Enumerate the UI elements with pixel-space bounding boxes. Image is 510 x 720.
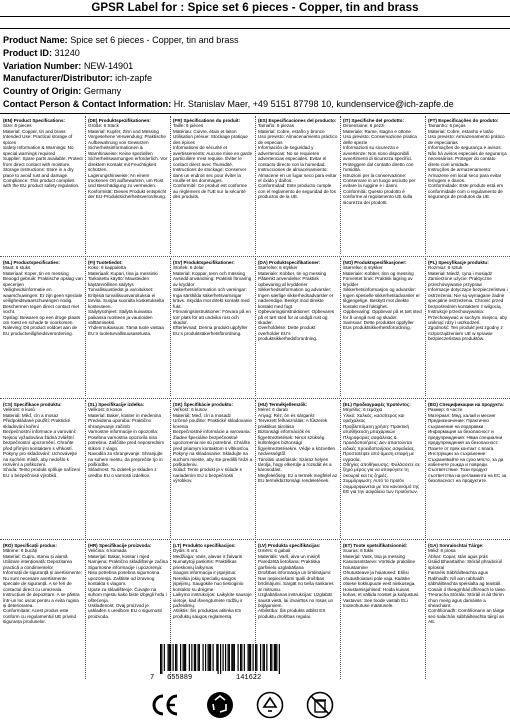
translation-heading: (EL) Προδιαγραφές προϊόντος: — [343, 402, 411, 407]
translation-heading: (BG) Спецификации на продукта: — [428, 402, 505, 407]
barcode-bar — [231, 644, 232, 671]
translation-heading: (NL) Productspecificaties: — [3, 260, 60, 265]
translation-cell — [85, 116, 170, 254]
barcode-bar — [279, 644, 280, 674]
translation-heading: (NO) Produktspesifikasjoner: — [343, 260, 407, 265]
translation-body: Mărime: 6 bucăți Material: Cupru, staniu și alamă Utilizare intenționată: Depozitarea practică a condimentelor Informații de siguranță și avertismente: Nu sunt necesare avertismente speciale de siguranță. A se feri de contactul direct cu umezeala. Instrucțiuni de depozitare: A se păstra într-un loc uscat pentru a evita rugina și deteriorarea. Conformitate: Acest produs este conform cu regulamentul UE privind siguranța produselor. — [3, 548, 82, 625]
barcode-bar — [191, 644, 192, 671]
barcode-bar — [250, 644, 251, 671]
translation-cell — [340, 400, 425, 538]
barcode — [150, 644, 292, 680]
translation-cell — [0, 541, 85, 679]
column-divider — [85, 400, 86, 538]
product-name-row: Product Name: Spice set 6 pieces - Copper, tin and brass — [3, 35, 239, 45]
translation-row — [0, 400, 510, 538]
translation-body: Größe: 6 Stück Material: Kupfer, Zinn und Messing Vorgesehene Verwendung: Praktische Aufbewahrung von Gewürzen Sicherheitsinformationen & Warnhinweise: Keine speziellen Sicherheitswarnungen erforderlich. Vor direktem Kontakt mit Feuchtigkeit schützen. Lagerungshinweise: An einem trockenen Ort aufbewahren, um Rost und Beschädigung zu vermeiden. Konformität: Dieses Produkt entspricht der EU-Produktsicherheitsverordnung. — [88, 123, 168, 200]
translation-heading: (SV) Produktspecifikationer: — [173, 260, 235, 265]
product-id-row: Product ID: 31240 — [3, 47, 80, 58]
translation-cell — [425, 258, 510, 396]
barcode-bar — [229, 644, 230, 671]
translation-cell — [425, 400, 510, 538]
row-divider — [0, 256, 510, 257]
column-divider — [255, 400, 256, 538]
translation-cell — [170, 400, 255, 538]
barcode-bar — [253, 644, 254, 671]
column-divider — [255, 258, 256, 396]
translation-heading: (FR) Spécifications du produit: — [173, 118, 241, 123]
translation-body: Suurus: 6 tükki Materjal: Vask, tina ja messing Kasutusotstarve: Vürtside praktiline hoiustamine Ohutusteave ja hoiatused: Erilisi ohutushoiatusi pole vaja. Kaitske otsese kokkupuute eest niiskusega. Hoiustamisjuhised: Hoida kuivas kohas, et vältida roostet ja kahjustusi. Vastavus: See toode vastab ELi tooteohutuse määrusele. — [343, 548, 420, 608]
no-dispose-icon — [306, 691, 334, 719]
barcode-bar — [274, 644, 275, 671]
translation-body: Dydis: 6 vnt. Medžiaga: Varis, alavas ir žalvaris Numatytoji paskirtis: Praktiškas prieskonių laikymas Saugos informacija ir įspėjimai: Nereikia jokių specialių saugos įspėjimų. Saugokite nuo tiesioginio kontakto su drėgme. Laikymo instrukcijos: Laikykite sausoje vietoje, kad išvengtumėte rūdžių ir pažeidimų. Atitiktis: Šis produktas atitinka ES produktų saugos reglamentą. — [173, 548, 252, 619]
barcode-bar — [228, 644, 229, 671]
barcode-bar — [223, 644, 224, 671]
translation-heading: (ET) Toote spetsifikatsioonid: — [343, 543, 408, 548]
translation-heading: (DA) Produktspecifikationer: — [258, 260, 321, 265]
translation-body: Taille: 6 pièces Matériau: Cuivre, étain et laiton Utilisation prévue: Stockage pratique des épices Informations de sécurité et avertissements: Aucune mise en garde particulière n'est requise. Éviter le contact direct avec l'humidité. Instructions de stockage: Conserver dans un endroit sec pour éviter la rouille et les dommages. Conformité: Ce produit est conforme au règlement de l'UE sur la sécurité des produits. — [173, 123, 253, 200]
barcode-bar — [189, 644, 190, 671]
barcode-bar — [185, 644, 186, 671]
translation-cell — [255, 400, 340, 538]
column-divider — [340, 116, 341, 254]
barcode-bar — [213, 644, 214, 671]
translation-body: Størrelse: 6 stykker Materiale: Kobber, tinn og messing Forventet bruk: Praktisk lagring av krydder Sikkerhetsinformasjon og advarsler: Ingen spesielle sikkerhetsadvarsler er tilgjengelige. Beskytt mot direkte kontakt med fuktighet. Oppbevaring: Oppbevar på et tørt sted for å unngå rust og skader. Samsvar: Dette produktet oppfyller EUs produktsikkerhetsforordning. — [343, 265, 422, 331]
product-info — [3, 34, 508, 111]
barcode-bar — [256, 644, 257, 671]
barcode-bar — [264, 644, 265, 671]
barcode-bar — [244, 644, 245, 671]
translation-body: Dimensione: 6 pezzi Materiale: Rame, stagno e ottone Uso previsto: Conservazione pratica delle spezie Informazioni su sicurezza e avvertenze: Non sono disponibili avvertimenti di sicurezza specifici. Proteggere dal contatto diretto con l'umidità. Istruzioni per la conservazione: Conservare in un luogo asciutto per evitare la ruggine e i danni. Conformità: Questo prodotto è conforme al regolamento UE sulla sicurezza dei prodotti. — [343, 123, 417, 205]
barcode-bar — [276, 644, 277, 671]
translation-body: Tamaño: 6 piezas Material: Cobre, estaño y bronce Uso previsto: Almacenamiento práctico de especias Información de seguridad y advertencias: No se requieren advertencias especiales. Evitar el contacto directo con la humedad. Instrucciones de almacenamiento: Almacene en un lugar seco para evitar el óxido y daños. Conformidad: Este producto cumple con el reglamento de seguridad de los productos de la UE. — [258, 123, 338, 200]
barcode-bar — [199, 644, 200, 671]
translation-heading: (IT) Specifiche del prodotto: — [343, 118, 404, 123]
barcode-bar — [168, 644, 169, 671]
divider — [0, 16, 510, 17]
barcode-bar — [205, 644, 206, 671]
translation-cell — [425, 541, 510, 679]
barcode-bar — [183, 644, 184, 671]
barcode-bar — [255, 644, 256, 671]
translation-body: Koko: 6 kappaletta Materiaali: Kupari, tina ja messinki Tarkoitettu käyttö: Mausteiden käytännöllinen säilytys Turvallisuustiedot ja varoitukset: Erityisiä turvallisuusvaroituksia ei tarvita. Suojaa suoralta kosketukselta kosteuteen. Säilytysohjeet: Säilytä kuivassa paikassa ruosteen ja vaurioiden välttämiseksi. Yhdenmukaisuus: Tämä tuote vastaa EU:n tuoteturvallisuusasetusta. — [88, 265, 165, 336]
barcode-bar — [161, 644, 162, 674]
translation-cell — [85, 258, 170, 396]
translation-cell — [340, 116, 425, 254]
barcode-bar — [173, 644, 174, 671]
mobius-loop-icon — [256, 691, 284, 719]
translation-body: Størrelse: 6 stykker Materiale: Kobber, tin og messing Påtænkt anvendelse: Praktisk opbevaring af krydderier Sikkerhedsinformation og advarsler: Ingen særlige sikkerhedsadvarsler er nødvendige. Beskyt mod direkte kontakt med fugt. Opbevaringsinstruktioner: Opbevares på et tørt sted for at undgå rust og skader. Overholdelse: Dette produkt overholder EU's produktsikkerhedsforordning. — [258, 265, 335, 342]
translation-body: Velikost: 6 kusů Materiál: Měď, cín a mosaz Předpokládané použití: Praktické skladování koření Bezpečnostní informace a varování: Nejsou vyžadována žádná zvláštní bezpečnostní upozornění. Chraňte před přímým kontaktem s vlhkostí. Pokyny pro skladování: Uchovávejte na suchém místě, aby nedošlo k rezivění a poškození. Shoda: Tento produkt splňuje nařízení EU o bezpečnosti výrobků. — [3, 407, 81, 478]
translation-cell — [255, 258, 340, 396]
barcode-bar — [270, 644, 271, 671]
barcode-bar — [225, 644, 226, 671]
translation-body: Storlek: 6 delar Material: Koppar, tenn och mässing Avsedd användning: Praktisk förvaring av kryddor Säkerhetsinformation och varningar: Inga särskilda säkerhetsvarningar krävs. Skydda mot direkt kontakt med fukt. Förvaringsinstruktioner: Förvara på en torr plats för att undvika rost och skador. Efterlevnad: Denna produkt uppfyller EU:s produktsäkerhetsförordning. — [173, 265, 252, 336]
row-divider — [0, 539, 510, 540]
translation-body: Veľkosť: 6 kusov Materiál: Meď, cín a mosadz Určené použitie: Praktické skladovanie korenia Bezpečnostné informácie a varovania: Žiadne špeciálne bezpečnostné upozornenia nie sú potrebné. Chráňte pred priamym kontaktom s vlhkosťou. Pokyny na skladovanie: Skladujte na suchom mieste, aby ste predišli hrdzi a poškodeniu. Súlad: Tento produkt je v súlade s nariadením EÚ o bezpečnosti výrobkov. — [173, 407, 253, 484]
barcode-bar — [184, 644, 185, 671]
barcode-bar — [175, 644, 176, 671]
translation-body: Maat: 6 stuks Materiaal: Koper, tin en messing Beoogd gebruik: Praktische opslag van specerijen Veiligheidsinformatie en waarschuwingen: Er zijn geen speciale veiligheidswaarschuwingen nodig. Beschermen tegen direct contact met vocht. Opslag: Bewaren op een droge plaats om roest en schade te voorkomen. Naleving: Dit product voldoet aan de EU productveiligheidsverordening. — [3, 265, 83, 336]
contact-row: Contact Person & Contact Information: Hr. Stanislav Maer, +49 5151 87798 10, kundenservice@ich-zapfe.de — [3, 98, 454, 109]
translation-body: Μέγεθος: 6 τεμάχια Υλικό: Χαλκός, κασσίτερος και ορείχαλκος Προβλεπόμενη χρήση: Πρακτική αποθήκευση μπαχαρικών Πληροφορίες ασφάλειας & προειδοποιήσεις: Δεν απαιτούνται ειδικές προειδοποιήσεις ασφαλείας. Προστατέψτε από άμεση επαφή με υγρασία. Οδηγίες αποθήκευσης: Φυλάσσετε σε ξηρό μέρος για να αποφύγετε τη σκουριά και τις ζημιές. Συμμόρφωση: Αυτό το προϊόν συμμορφώνεται με τον κανονισμό της ΕΕ για την ασφάλεια των προϊόντων. — [343, 407, 420, 495]
translation-heading: (PT) Especificações do produto: — [428, 118, 499, 123]
translation-heading: (HU) Termékjellemzők: — [258, 402, 308, 407]
label-title: GPSR Label for : Spice set 6 pieces - Copper, tin and brass — [91, 2, 419, 14]
column-divider — [425, 116, 426, 254]
translation-body: Размер: 6 части Материал: Мед, калай и месинг Предназначение: Практично съхранение на подправки Информация за безопасност и предупреждения: Няма специални предупреждения за безопасност. Пазете от пряк контакт с влага. Инструкции за съхранение: Съхранявайте на сухо място, за да избегнете ръжда и повреди. Съответствие: Този продукт съответства на регламента на ЕС за безопасност на продуктите. — [428, 407, 507, 484]
barcode-bar — [170, 644, 171, 671]
translation-cell — [255, 116, 340, 254]
translation-heading: (ES) Especificaciones del producto: — [258, 118, 337, 123]
barcode-bar — [176, 644, 177, 671]
column-divider — [85, 541, 86, 679]
column-divider — [170, 116, 171, 254]
barcode-bar — [241, 644, 242, 671]
barcode-bar — [198, 644, 199, 671]
translation-cell — [85, 400, 170, 538]
translation-heading: (LV) Produkta specifikācijas: — [258, 543, 321, 548]
translation-cell — [425, 116, 510, 254]
column-divider — [170, 400, 171, 538]
translation-cell — [170, 116, 255, 254]
barcode-bar — [234, 644, 235, 671]
barcode-bar — [248, 644, 249, 671]
barcode-bar — [249, 644, 250, 671]
barcode-bar — [203, 644, 204, 671]
column-divider — [340, 400, 341, 538]
translation-body: Tamanho: 6 peças Material: Cobre, estanho e latão Uso previsto: Armazenamento prático de especiarias Informações de segurança e avisos: Não há avisos especiais de segurança necessários. Proteger do contato direto com umidade. Instruções de armazenamento: Armazene em local seco para evitar ferrugem e danos. Conformidade: Este produto está em conformidade com o regulamento de segurança de produtos da UE. — [428, 123, 507, 200]
translation-heading: (GA) Sonraíochtaí Táirge: — [428, 543, 484, 548]
barcode-bar — [240, 644, 241, 671]
barcode-bar — [164, 644, 165, 671]
barcode-bar — [210, 644, 211, 671]
column-divider — [255, 116, 256, 254]
barcode-bar — [218, 644, 219, 674]
translation-row — [0, 258, 510, 396]
divider — [0, 28, 510, 29]
compliance-icons — [0, 690, 510, 720]
translation-heading: (DE) Produktspezifikationen: — [88, 118, 151, 123]
column-divider — [425, 541, 426, 679]
translation-body: Velikost: 6 kosov Material: Baker, kositer in medenina Predvidena uporaba: Praktično shranjevanje začimb Varnostne informacije in opozorila: Posebna varnostna opozorila niso potrebna. Zaščitite pred neposrednim stikom z vlago. Navodila za shranjevanje: Shranjujte na suhem mestu, da preprečite rjo in poškodbe. Skladnost: Ta izdelek je skladen z uredbo EU o varnosti izdelkov. — [88, 407, 165, 478]
divider — [0, 113, 510, 114]
translation-cell — [170, 258, 255, 396]
manufacturer-row: Manufacturer/Distributor: ich-zapfe — [3, 73, 153, 84]
barcode-bar — [216, 644, 217, 671]
translation-heading: (PL) Specyfikacje produktu: — [428, 260, 489, 265]
barcode-bar — [180, 644, 181, 671]
translation-body: Méid: 6 píosa Ábhar: Copar, stán agus prás Úsáid Bheartaithe: Stóráil phraiticiúil spíosraí Faisnéis Sábháilteachta agus Rabhaidh: Níl aon rabhaidh sábháilteachta speisialta ag teastáil. Cosain ó theagmháil dhíreach le taise. Treoracha Stórála: Stóráil in áit thirim chun meirg agus damáiste a sheachaint. Comhlíonadh: Comhlíonann an táirge seo rialachán sábháilteachta táirgí an AE. — [428, 548, 507, 625]
translation-cell — [340, 258, 425, 396]
barcode-bar — [195, 644, 196, 671]
barcode-bar — [275, 644, 276, 671]
translation-heading: (RO) Specificații produs: — [3, 543, 57, 548]
barcode-bar — [266, 644, 267, 671]
translation-body: Izmērs: 6 gabali Materiāls: Varš, alva un misiņš Paredzētā lietošana: Praktiska garšvielu uzglabāšana Drošības informācija un brīdinājumi: Nav nepieciešami īpaši drošības brīdinājumi. Sargāt no tieša saskares ar mitrumu. Uzglabāšanas instrukcijas: Uzglabāt sausā vietā, lai izvairītos no rūsas un bojājumiem. Atbilstība: Šis produkts atbilst ES produktu drošības regulai. — [258, 548, 334, 619]
barcode-bar — [271, 644, 272, 671]
country-of-origin-row: Country of Origin: Germany — [3, 86, 122, 97]
barcode-left-digits: 655889 — [167, 674, 193, 682]
column-divider — [425, 258, 426, 396]
barcode-bar — [233, 644, 234, 671]
barcode-lead-digit: 7 — [150, 674, 155, 682]
variation-number-row: Variation Number: NEW-14901 — [3, 60, 134, 71]
column-divider — [340, 541, 341, 679]
translation-heading: (LT) Produkto specifikacijos: — [173, 543, 236, 548]
barcode-bar — [169, 644, 170, 671]
column-divider — [170, 258, 171, 396]
column-divider — [425, 400, 426, 538]
translation-body: Rozmiar: 6 sztuk Materiał: Miedź, cyna i mosiądz Zamierzone użycie: Praktyczne przechowywanie przypraw Informacje dotyczące bezpieczeństwa i ostrzeżenia: Nie są wymagane żadne specjalne ostrzeżenia. Chronić przed bezpośrednim kontaktem z wilgocią. Instrukcje przechowywania: Przechowywać w suchym miejscu, aby uniknąć rdzy i uszkodzeń. Zgodność: Ten produkt jest zgodny z rozporządzeniem UE w sprawie bezpieczeństwa produktów. — [428, 265, 508, 342]
translation-body: Méret: 6 darab Anyag: Réz, ón és sárgaréz Tervezett felhasználás: A fűszerek praktikus tárolása Biztonsági információk és figyelmeztetések: Nincs szükség különleges biztonsági figyelmeztetésekre. Védje a közvetlen nedvességtől. Tárolási utasítások: Száraz helyen tárolja, hogy elkerülje a rozsdát és a károsodást. Megfelelőség: Ez a termék megfelel az EU termékbiztonsági rendeletének. — [258, 407, 338, 484]
barcode-bar — [260, 644, 261, 671]
translation-cell — [0, 258, 85, 396]
translation-heading: (HR) Specifikacije proizvoda: — [88, 543, 152, 548]
barcode-bar — [208, 644, 209, 671]
translation-heading: (FI) Tuotetiedot: — [88, 260, 123, 265]
translation-body: Size: 6 pieces Material: Copper, tin and brass Intended Use: Practical storage of spices Safety Information & Warnings: No special warnings required Supplier: Spare parts available. Protect from direct contact with moisture. Storage Instructions: Store in a dry place to avoid rust and damage. Compliance: This product complies with the EU product safety regulation. — [3, 123, 83, 189]
translation-heading: (SK) Špecifikácie produktu: — [173, 402, 233, 407]
translation-heading: (EN) Product Specifications: — [3, 118, 66, 123]
barcode-bar — [209, 644, 210, 671]
barcode-bar — [238, 644, 239, 671]
barcode-bar — [220, 644, 221, 674]
row-divider — [0, 398, 510, 399]
translation-row — [0, 116, 510, 254]
translation-heading: (SL) Specifikacije izdelka: — [88, 402, 145, 407]
barcode-bars — [150, 644, 292, 674]
column-divider — [340, 258, 341, 396]
barcode-right-digits: 141622 — [236, 674, 262, 682]
column-divider — [85, 116, 86, 254]
barcode-bar — [263, 644, 264, 671]
translation-cell — [340, 541, 425, 679]
column-divider — [85, 258, 86, 396]
translation-body: Veličina: 6 komada Materijal: Bakar, kositar i mjed Namjena: Praktično skladištenje začina Sigurnosne informacije i upozorenja: Nisu potrebna posebna sigurnosna upozorenja. Zaštitite od izravnog kontakta s vlagom. Upute za skladištenje: Čuvajte na suhom mjestu kako biste izbjegli hrđu i oštećenja. Usklađenost: Ovaj proizvod je usklađen s uredbom EU o sigurnosti proizvoda. — [88, 548, 168, 619]
barcode-bar — [194, 644, 195, 671]
recycle-icon — [206, 691, 234, 719]
barcode-bar — [160, 644, 161, 674]
translation-heading: (CS) Specifikace produktu: — [3, 402, 62, 407]
translation-cell — [0, 116, 85, 254]
ce-mark-icon — [150, 693, 180, 717]
translation-cell — [0, 400, 85, 538]
